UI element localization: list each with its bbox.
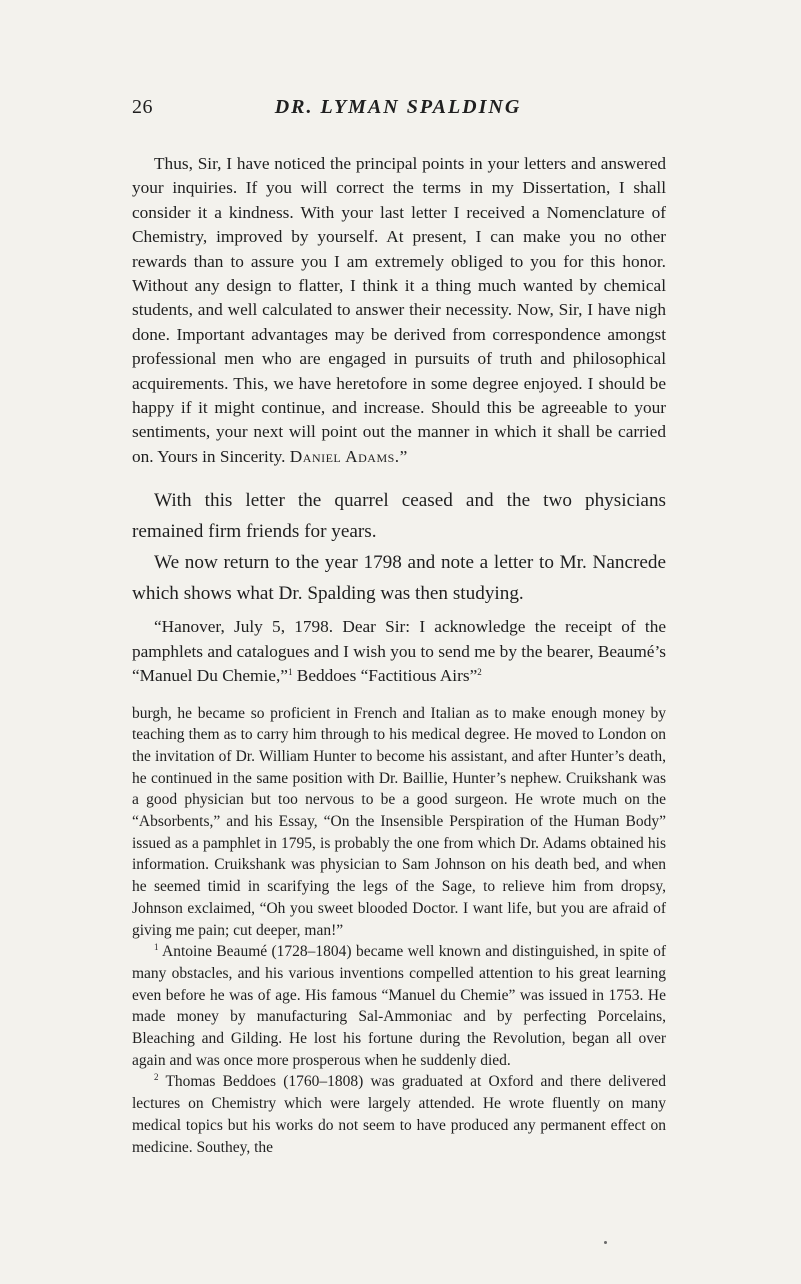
adams-signature: Daniel Adams.”	[289, 446, 408, 466]
print-speck	[604, 1241, 607, 1244]
narrative-paragraph-quarrel: With this letter the quarrel ceased and the two physicians remained firm friends for years.	[132, 490, 666, 543]
footnote-1	[132, 941, 666, 1071]
nancrede-letter-text-cont: Beddoes “Factitious Airs”	[292, 666, 478, 686]
adams-letter-text: Thus, Sir, I have noticed the principal points in your letters and answered your inquiries. If you will correct the terms in my Dissertation, I shall consider it a kindness. With your last letter I received a Nomenclature of Chemistry, improved by yourself. At present, I can make you no other rewards than to assure you I am extremely obliged to you for this honor. Without any design to flatter, I think it a thing much wanted by chemical students, and well calculated to answer their necessity. Now, Sir, I have nigh done. Important advantages may be derived from correspondence amongst professional men who are engaged in pursuits of truth and philosophical acquirements. This, we have heretofore in some degree enjoyed. I should be happy if it might continue, and increase. Should this be agreeable to your sentiments, your next will point out the manner in which it shall be carried on. Yours in Sincerity.	[132, 154, 666, 466]
nancrede-letter-paragraph	[132, 615, 666, 688]
nancrede-letter-text: “Hanover, July 5, 1798. Dear Sir: I acknowledge the receipt of the pamphlets and catalogues and I wish you to send me by the bearer, Beaumé’s “Manuel Du Chemie,”	[132, 617, 666, 686]
footnotes	[132, 703, 666, 1159]
footnote-1-text: Antoine Beaumé (1728–1804) became well known and distinguished, in spite of many obstacles, and his various inventions compelled attention to his great learning even before he was of age. His famous “Manuel du Chemie” was issued in 1753. He made money by manufacturing Sal-Ammoniac and by perfecting Porcelains, Bleaching and Gilding. He lost his fortune during the Revolution, began all over again and was once more prosperous when he suddenly died.	[132, 943, 666, 1069]
footnote-ref-1: 1	[287, 667, 293, 678]
page-number: 26	[132, 96, 153, 118]
running-title: DR. LYMAN SPALDING	[274, 96, 522, 118]
footnote-continuation: burgh, he became so proficient in French and Italian as to make enough money by teaching them as to carry him through to his medical degree. He moved to London on the invitation of Dr. William Hunter to become his assistant, and after Hunter’s death, he continued in the same position with Dr. Baillie, Hunter’s nephew. Cruikshank was a good physician but too nervous to be a good surgeon. He wrote much on the “Absorbents,” and his Essay, “On the Insensible Perspiration of the Human Body” issued as a pamphlet in 1795, is probably the one from which Dr. Adams obtained his information. Cruikshank was physician to Sam Johnson on his death bed, and when he seemed timid in scarifying the legs of the Sage, to relieve him from dropsy, Johnson exclaimed, “Oh you sweet blooded Doctor. I want life, but you are afraid of giving me pain; cut deeper, man!”	[132, 704, 666, 939]
footnote-2-text: Thomas Beddoes (1760–1808) was graduated at Oxford and there delivered lectures on Chemistry which were largely attended. He wrote fluently on many medical topics but his works do not seem to have produced any permanent effect on medicine. Southey, the	[132, 1073, 666, 1156]
footnote-2-marker: 2	[154, 1072, 159, 1083]
adams-letter-paragraph	[132, 152, 666, 469]
footnote-1-marker: 1	[154, 942, 159, 953]
narrative-paragraph-nancrede: We now return to the year 1798 and note a letter to Mr. Nancrede which shows what Dr. Spalding was then studying.	[132, 552, 666, 605]
page-body	[132, 152, 666, 1158]
footnote-ref-2: 2	[477, 667, 482, 678]
page-header	[132, 96, 664, 126]
footnote-2	[132, 1071, 666, 1158]
